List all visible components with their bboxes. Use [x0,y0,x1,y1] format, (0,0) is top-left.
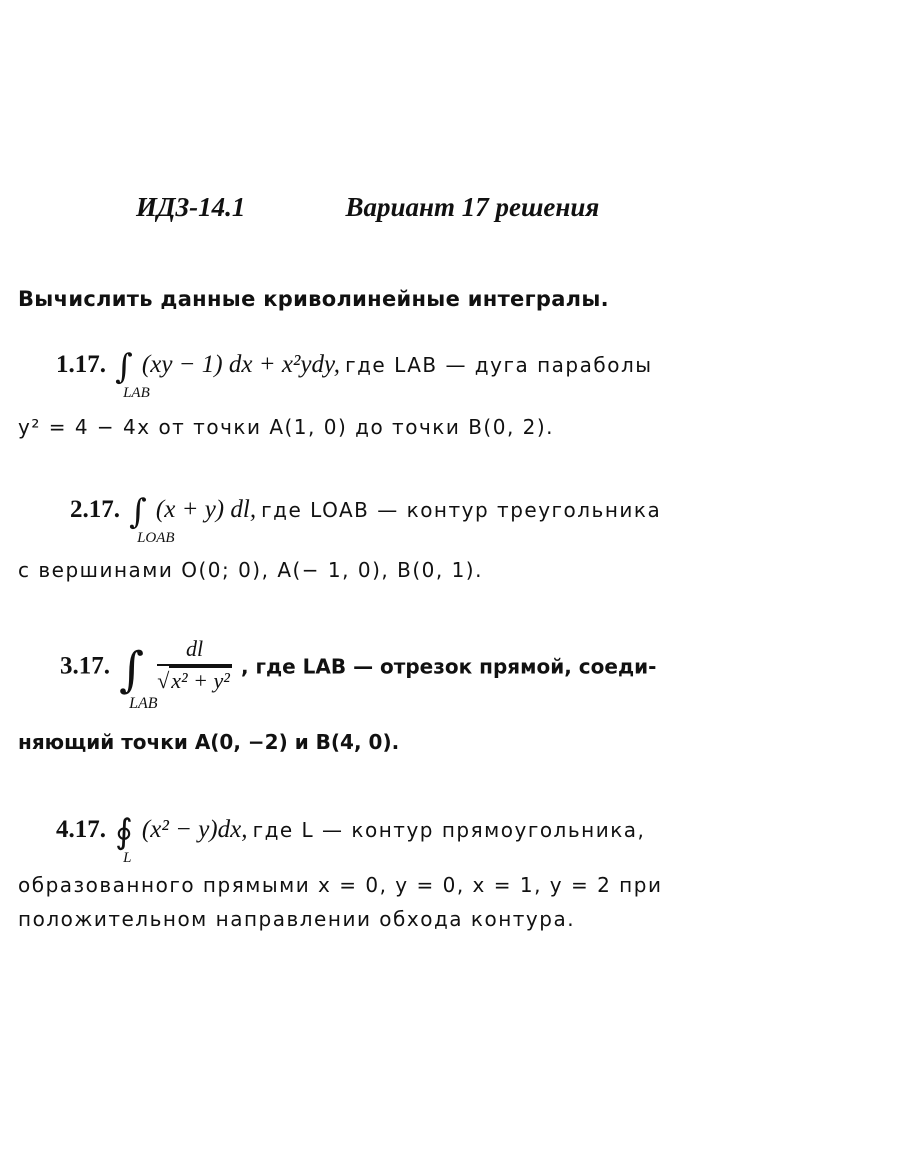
fraction-denominator: √x² + y² [157,668,230,693]
integral-symbol: ∫ LAB [119,641,158,712]
problem-2-line-1 [70,492,662,546]
problem-number: 4.17. [56,816,106,843]
problem-3-line-2 [18,730,399,754]
problem-number: 3.17. [60,652,110,680]
document-header [136,192,599,223]
integral-symbol: ∫ LOAB [129,492,175,546]
integral-subscript: L [123,850,132,866]
integral-subscript: LAB [129,694,158,712]
problem-number: 1.17. [56,351,106,378]
problem-4-line-3 [18,907,575,931]
integral-subscript: LOAB [137,530,175,546]
integral-symbol: ∫ LAB [115,347,150,401]
problem-number: 2.17. [70,496,120,523]
problem-2-line-2 [18,558,483,582]
problem-text: где L — контур прямоугольника, [252,818,646,842]
problem-3-line-1 [60,636,657,712]
problem-4 [18,812,868,945]
problem-2 [18,492,868,605]
fraction-numerator: dl [157,636,232,666]
problem-4-line-2 [18,873,662,897]
problem-text: образованного прямыми x = 0, y = 0, x = 1, y = 2 при [18,873,663,897]
instruction-text: Вычислить данные криволинейные интегралы. [18,287,609,311]
variant-title: Вариант 17 решения [345,192,600,222]
problem-text: с вершинами O(0; 0), A(− 1, 0), B(0, 1). [18,558,483,582]
contour-integral-symbol: ∮ L [115,812,133,866]
problem-1 [18,347,868,460]
problem-3 [18,636,868,770]
problem-text: , где LAB — отрезок прямой, соеди- [240,654,657,679]
problem-text: где LAB — дуга параболы [345,353,653,377]
problem-text: y² = 4 − 4x от точки A(1, 0) до точки B(0, 2). [18,415,555,439]
problem-text: где LOAB — контур треугольника [261,498,662,522]
integral-expression: (x² − y)dx, [141,816,248,843]
integral-expression: (x + y) dl, [155,496,257,523]
integral-subscript: LAB [123,385,150,401]
integral-expression: (xy − 1) dx + x²ydy, [141,351,340,378]
problem-4-line-1 [56,812,646,866]
problem-text: положительном направлении обхода контура. [18,907,576,931]
problem-1-line-1 [56,347,653,401]
assignment-title: ИДЗ-14.1 [136,192,246,222]
problem-1-line-2 [18,415,554,439]
fraction [157,636,232,694]
problem-text: няющий точки A(0, −2) и B(4, 0). [18,730,400,754]
